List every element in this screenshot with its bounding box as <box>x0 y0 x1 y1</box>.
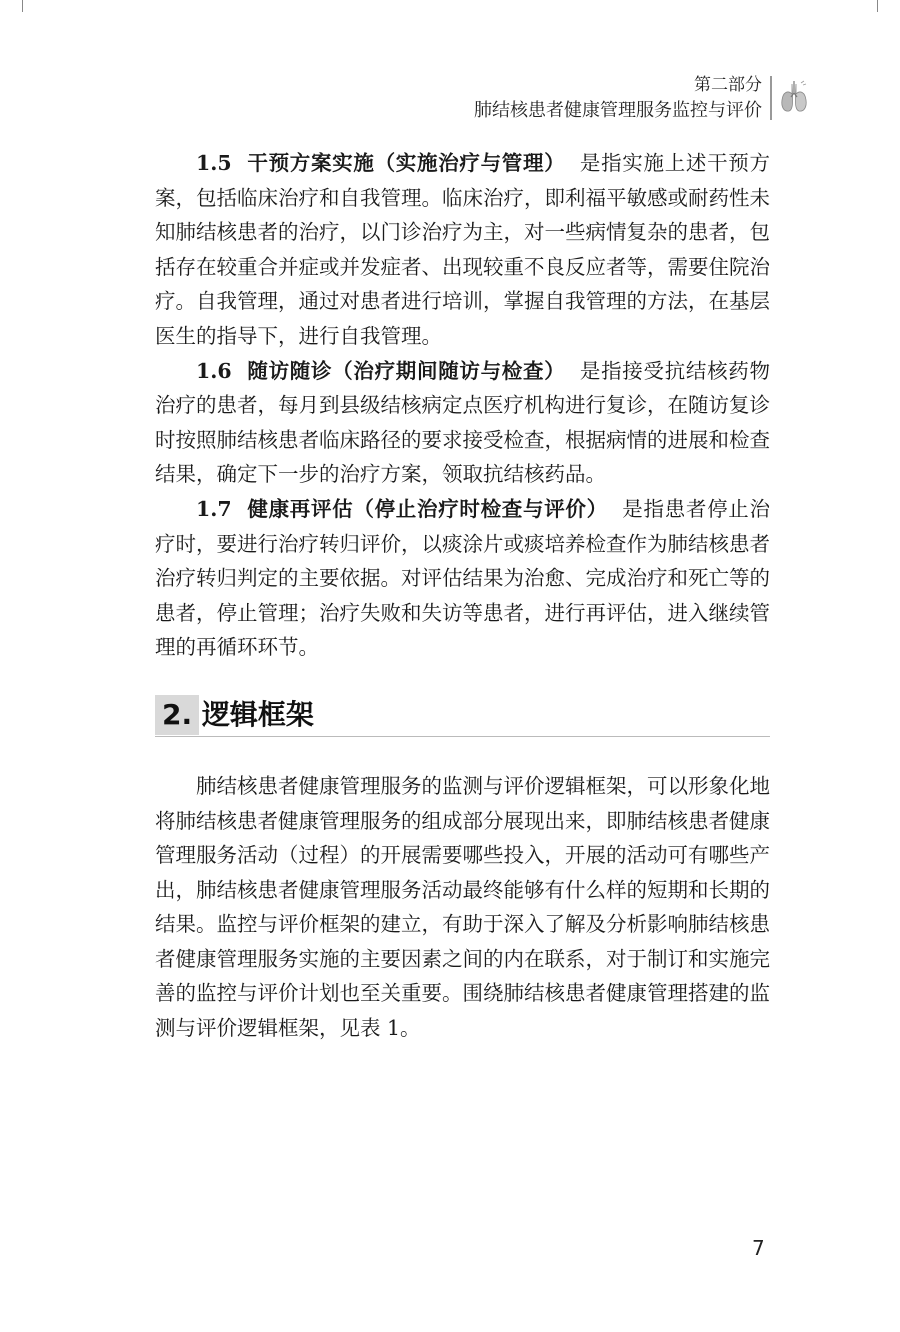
running-head-title: 肺结核患者健康管理服务监控与评价 <box>474 100 762 121</box>
section-paragraph: 肺结核患者健康管理服务的监测与评价逻辑框架，可以形象化地将肺结核患者健康管理服务的组成部分展现出来，即肺结核患者健康管理服务活动（过程）的开展需要哪些投入，开展的活动可有哪些产出，肺结核患者健康管理服务活动最终能够有什么样的短期和长期的结果。监控与评价框架的建立，有助于深入了解及分析影响肺结核患者健康管理服务实施的主要因素之间的内在联系，对于制订和实施完善的监控与评价计划也至关重要。围绕肺结核患者健康管理搭建的监测与评价逻辑框架，见表 1。 <box>155 773 770 1041</box>
item-1-5-title: 干预方案实施（实施治疗与管理） <box>247 151 566 175</box>
page-number: 7 <box>752 1236 765 1260</box>
item-1-5 <box>155 146 770 354</box>
section-number: 2. <box>162 697 193 731</box>
item-1-5-number: 1.5 <box>196 151 232 175</box>
section-heading-text <box>162 697 314 733</box>
running-head-divider <box>770 76 772 120</box>
running-head-part: 第二部分 <box>694 75 762 95</box>
item-1-7-body: 是指患者停止治疗时，要进行治疗转归评价，以痰涂片或痰培养检查作为肺结核患者治疗转归判定的主要依据。对评估结果为治愈、完成治疗和死亡等的患者，停止管理；治疗失败和失访等患者，进行再评估，进入继续管理的再循环环节。 <box>155 496 771 660</box>
item-1-5-body: 是指实施上述干预方案，包括临床治疗和自我管理。临床治疗，即利福平敏感或耐药性未知肺结核患者的治疗，以门诊治疗为主，对一些病情复杂的患者，包括存在较重合并症或并发症者、出现较重不良反应者等，需要住院治疗。自我管理，通过对患者进行培训，掌握自我管理的方法，在基层医生的指导下，进行自我管理。 <box>155 151 771 348</box>
crop-mark-left <box>22 0 43 12</box>
lungs-icon <box>779 80 809 114</box>
crop-mark-right <box>857 0 878 12</box>
item-1-7 <box>155 492 770 665</box>
item-1-7-title: 健康再评估（停止治疗时检查与评价） <box>247 496 608 521</box>
item-1-6-heading <box>196 359 565 383</box>
section-heading <box>155 695 770 737</box>
page-body <box>155 146 770 1046</box>
item-1-6-title: 随访随诊（治疗期间随访与检查） <box>247 358 566 383</box>
section-underline <box>155 736 770 737</box>
item-1-6 <box>155 354 770 492</box>
item-1-6-body: 是指接受抗结核药物治疗的患者，每月到县级结核病定点医疗机构进行复诊，在随访复诊时按照肺结核患者临床路径的要求接受检查，根据病情的进展和检查结果，确定下一步的治疗方案，领取抗结核药品。 <box>155 358 771 487</box>
item-1-7-heading <box>196 497 608 521</box>
section-title: 逻辑框架 <box>201 697 314 731</box>
item-1-7-number: 1.7 <box>196 496 232 521</box>
item-1-6-number: 1.6 <box>196 358 232 383</box>
item-1-5-heading <box>196 151 565 175</box>
